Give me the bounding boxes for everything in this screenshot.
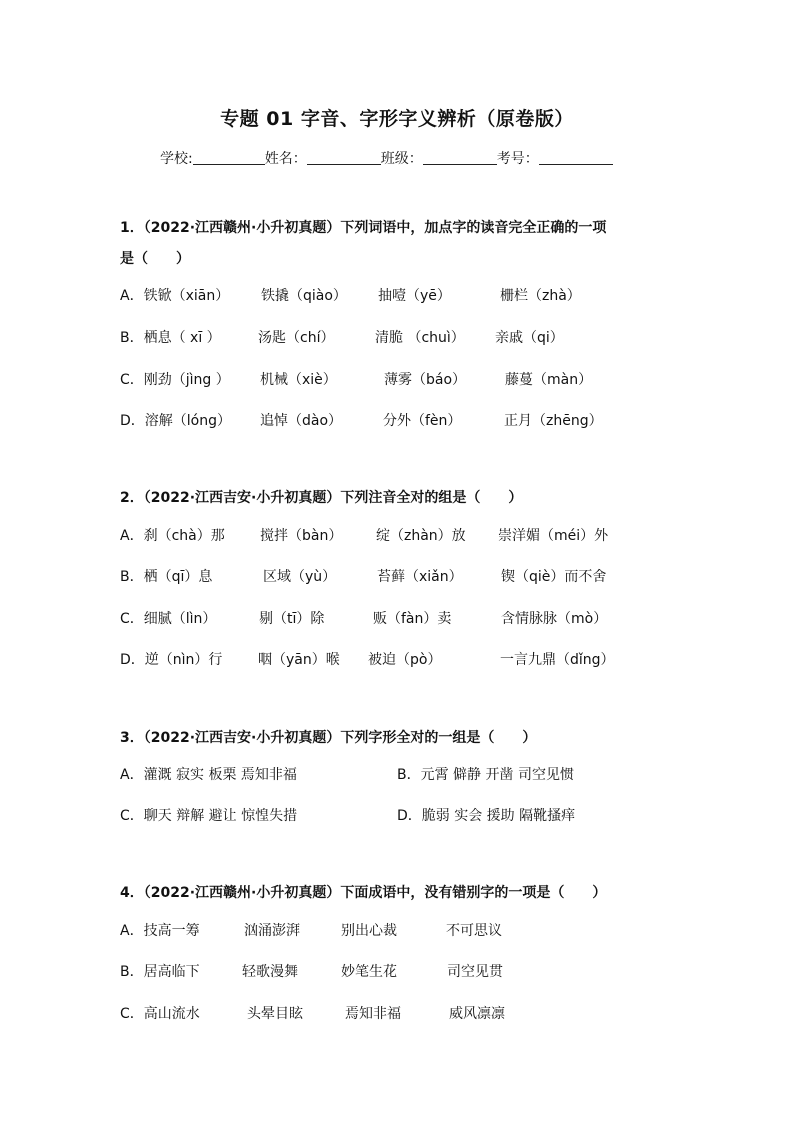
option-item: D．逆（nìn）行 [120,652,223,668]
option-item: 苔藓（xiǎn） [377,569,463,585]
option-item: 机械（xiè） [260,372,337,388]
q1-stem-line1: 1．（2022·江西赣州·小升初真题）下列词语中，加点字的读音完全正确的一项 [120,220,607,236]
option-item: C．细腻（lìn） [120,611,217,627]
option-item: C．高山流水 [120,1006,200,1022]
option-item: B．栖息（ xī ） [120,330,221,346]
exam-number-blank[interactable] [539,150,613,165]
option-item: 别出心裁 [341,923,397,939]
option-item: 栅栏（zhà） [500,288,581,304]
option-item: 焉知非福 [345,1006,401,1022]
option-item: 薄雾（báo） [384,372,467,388]
page-title: 专题 01 字音、字形字义辨析（原卷版） [220,108,574,130]
q3-option-b[interactable]: B．元霄 僻静 开凿 司空见惯 [397,767,574,783]
q1-stem-line2: 是（ ） [120,251,190,267]
name-blank[interactable] [307,150,381,165]
option-item: 司空见贯 [447,964,503,980]
option-item: 威风凛凛 [449,1006,505,1022]
option-item: 亲戚（qi） [495,330,564,346]
option-item: A．铁锨（xiān） [120,288,230,304]
q3-option-d[interactable]: D．脆弱 实会 援助 隔靴搔痒 [397,808,576,824]
option-item: 贩（fàn）卖 [373,611,452,627]
option-item: 正月（zhēng） [504,413,603,429]
q3-option-a[interactable]: A．灌溉 寂实 板栗 焉知非福 [120,767,297,783]
option-item: 轻歌漫舞 [242,964,298,980]
class-blank[interactable] [423,150,497,165]
option-item: 分外（fèn） [383,413,462,429]
name-label: 姓名： [264,151,307,167]
option-item: B．栖（qī）息 [120,569,213,585]
option-item: 含情脉脉（mò） [501,611,608,627]
option-item: 追悼（dào） [260,413,343,429]
option-item: 咽（yān）喉 [258,652,340,668]
option-item: 头晕目眩 [247,1006,303,1022]
option-item: 藤蔓（màn） [505,372,593,388]
option-item: A．技高一筹 [120,923,200,939]
option-item: B．居高临下 [120,964,200,980]
class-label: 班级： [380,151,423,167]
q3-stem: 3．（2022·江西吉安·小升初真题）下列字形全对的一组是（ ） [120,730,537,746]
option-item: 区域（yù） [263,569,337,585]
option-item: D．溶解（lóng） [120,413,231,429]
option-item: 清脆 （chuì） [375,330,465,346]
option-item: 汹涌澎湃 [244,923,300,939]
option-item: 汤匙（chí） [258,330,335,346]
option-item: 搅拌（bàn） [260,528,343,544]
option-item: 抽噎（yē） [378,288,451,304]
q3-option-c[interactable]: C．聊天 辩解 避让 惊惶失措 [120,808,298,824]
student-info-line [160,148,613,168]
exam-number-label: 考号： [496,151,539,167]
option-item: 崇洋媚（méi）外 [498,528,609,544]
option-item: A．刹（chà）那 [120,528,225,544]
option-item: 锲（qiè）而不舍 [501,569,607,585]
option-item: 一言九鼎（dǐng） [500,652,615,668]
option-item: 妙笔生花 [341,964,397,980]
option-item: 剔（tī）除 [259,611,325,627]
q4-stem: 4．（2022·江西赣州·小升初真题）下面成语中，没有错别字的一项是（ ） [120,885,607,901]
option-item: 绽（zhàn）放 [376,528,466,544]
option-item: 被迫（pò） [368,652,442,668]
school-label: 学校: [160,151,193,167]
option-item: 铁撬（qiào） [261,288,347,304]
q2-stem: 2．（2022·江西吉安·小升初真题）下列注音全对的组是（ ） [120,490,523,506]
option-item: 不可思议 [446,923,502,939]
school-blank[interactable] [193,150,265,165]
option-item: C．刚劲（jìng ） [120,372,230,388]
